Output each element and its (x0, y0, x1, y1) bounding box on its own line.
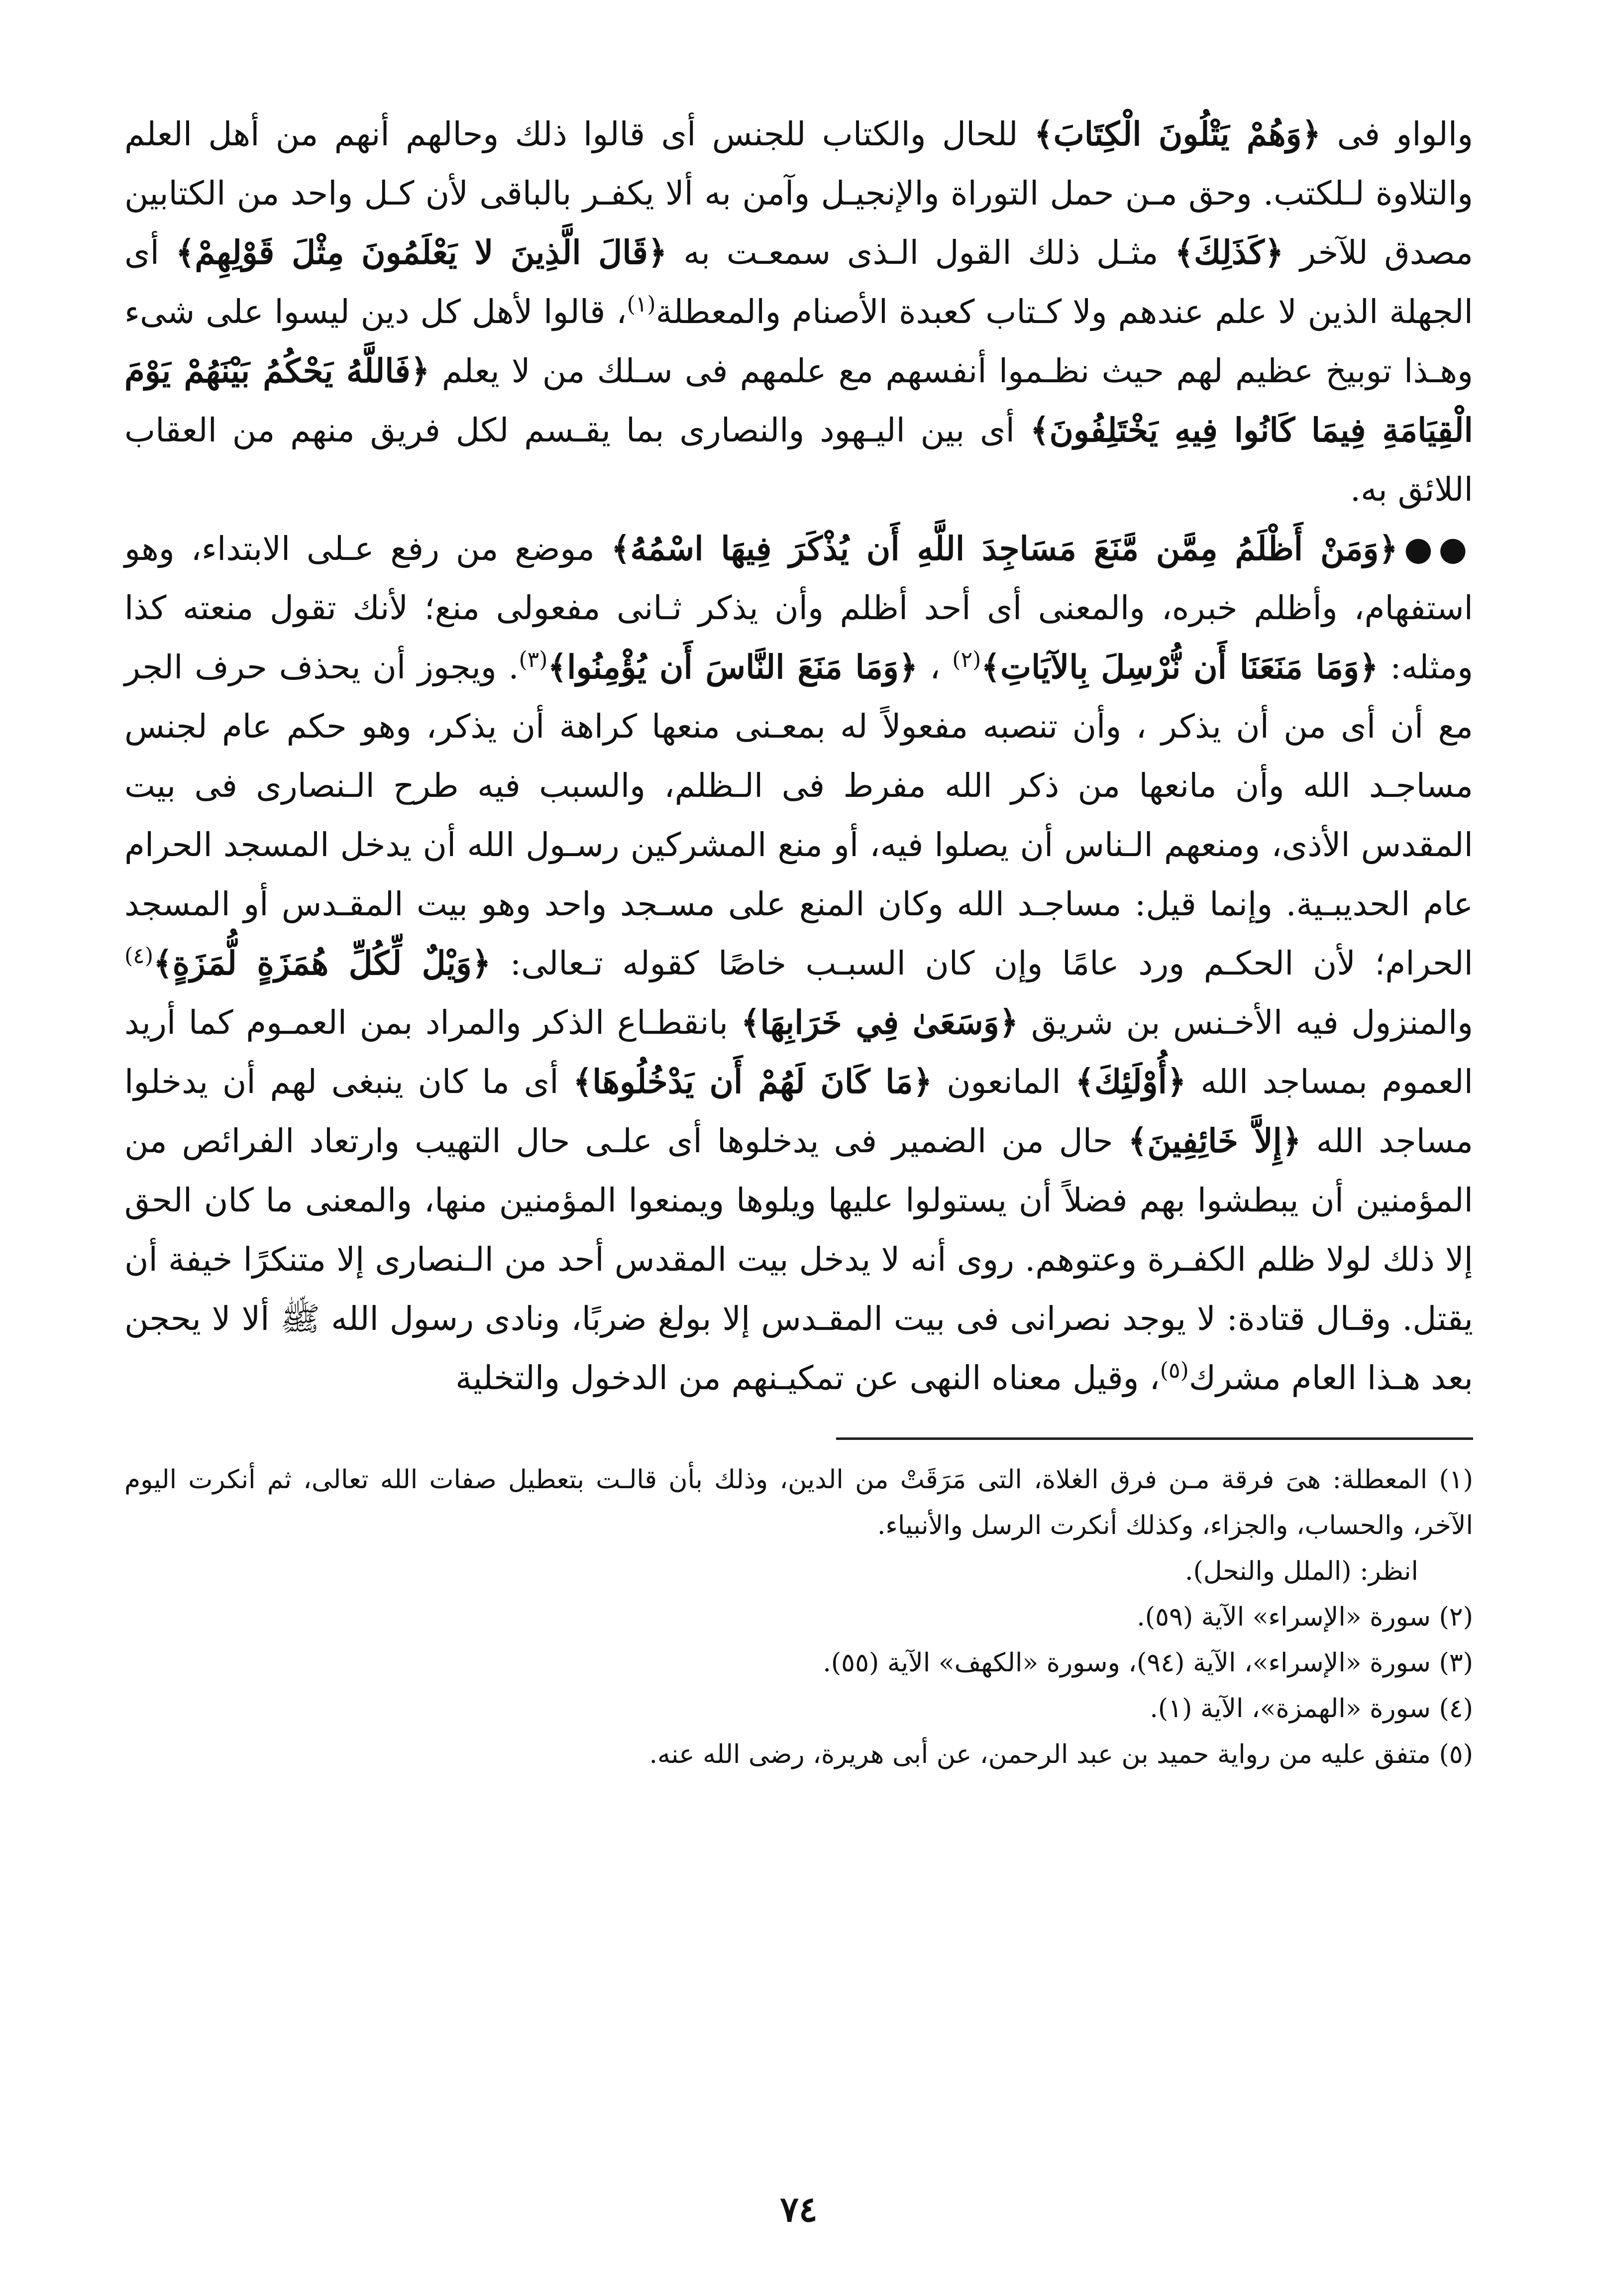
footnote-1-reference: انظر: (الملل والنحل). (1185, 1556, 1418, 1586)
quran-quote: ﴿إِلاَّ خَائِفِينَ﴾ (1128, 1121, 1301, 1160)
text-run: والواو فى (1321, 115, 1473, 153)
footnote-ref: (٤) (124, 943, 153, 969)
footnote-2: (٢) سورة «الإسراء» الآية (٥٩). (1137, 1602, 1473, 1632)
quran-quote: ﴿وَيْلٌ لِّكُلِّ هُمَزَةٍ لُّمَزَةٍ﴾ (153, 944, 491, 983)
paragraph-2 (124, 519, 1473, 1408)
text-run: ، وقيل معناه النهى عن تمكيـنهم من الدخول والتخلية (455, 1359, 1160, 1397)
footnote-4: (٤) سورة «الهمزة»، الآية (١). (1150, 1694, 1473, 1724)
quran-quote: ﴿كَذَلِكَ﴾ (1174, 233, 1284, 272)
footnotes (124, 1457, 1473, 1777)
quran-quote: ﴿وَمَا مَنَعَ النَّاسَ أَن يُؤْمِنُوا﴾ (547, 648, 918, 686)
text-run: للحال والكتاب للجنس أى قالوا ذلك وحالهم أنهم من أهل العلم والتلاوة لـلكتب. وحق مـن حمل التوراة والإنجيـل وآمن به ألا يكفـر بالباقى لأن كـل واحد من الكتابين مصدق للآخر (124, 115, 1473, 272)
quran-quote: ﴿وَهُمْ يَتْلُونَ الْكِتَابَ﴾ (1034, 114, 1321, 153)
quran-quote: ﴿وَسَعَىٰ فِي خَرَابِهَا﴾ (741, 1003, 1019, 1042)
text-run: أى بين اليـهود والنصارى بما يقـسم لكل فريق منهم من العقاب اللائق به. (124, 411, 1473, 509)
quran-quote: ﴿فَاللَّهُ يَحْكُمُ بَيْنَهُمْ يَوْمَ الْقِيَامَةِ فِيمَا كَانُوا فِيهِ يَخْتَلِفُونَ﴾ (124, 351, 1473, 449)
text-run: والمنزول فيه الأخـنس بن شريق (1018, 1003, 1473, 1042)
footnote-3: (٣) سورة «الإسراء»، الآية (٩٤)، وسورة «الكهف» الآية (٥٥). (823, 1648, 1473, 1678)
text-run: أى الجهلة الذين لا علم عندهم ولا كـتاب كعبدة الأصنام والمعطلة (124, 233, 1473, 331)
paragraph-1 (124, 105, 1473, 519)
text-run: أى ما كان ينبغى لهم أن يدخلوا مساجد الله (124, 1063, 1474, 1160)
footnote-ref: (١) (627, 292, 656, 317)
text-run: المانعون (932, 1063, 1075, 1101)
text-run: . ويجوز أن يحذف حرف الجر مع أن أى من أن يذكر ، وأن تنصبه مفعولاً له بمعـنى منعها كراهة أن يذكر، وهو حكم عام لجنس مساجـد الله وأن مانعها من ذكر الله مفرط فى الـظلم، والسبب فيه طرح الـنصارى فى بيت المقدس الأذى، ومنعهم الـناس أن يصلوا فيه، أو منع المشركين رسـول الله أن يدخل المسجد الحرام عام الحديبـية. وإنما قيل: مساجـد الله وكان المنع على مسـجد واحد وهو بيت المقـدس أو المسجد الحرام؛ لأن الحكـم ورد عامًا وإن كان السبـب خاصًا كقوله تـعالى: (124, 648, 1473, 983)
footnote-5: (٥) متفق عليه من رواية حميد بن عبد الرحمن، عن أبى هريرة، رضى الله عنه. (649, 1740, 1473, 1769)
text-run: ، قالوا لأهل كل دين ليسوا على شىء وهـذا توبيخ عظيم لهم حيث نظـموا أنفسهم مع علمهم فى سـلك من لا يعلم (124, 293, 1473, 390)
quran-quote: ﴿أُوْلَئِكَ﴾ (1075, 1062, 1186, 1101)
text-run: ، (918, 648, 953, 686)
quran-quote: ﴿وَمَا مَنَعَنَا أَن نُّرْسِلَ بِالآيَاتِ﴾ (981, 648, 1379, 686)
quran-quote: ﴿قَالَ الَّذِينَ لا يَعْلَمُونَ مِثْلَ قَوْلِهِمْ﴾ (175, 233, 667, 272)
paragraph-2-body (124, 530, 1473, 1397)
main-text (124, 105, 1473, 1408)
book-page (124, 105, 1473, 2230)
quran-quote: ﴿مَا كَانَ لَهُمْ أَن يَدْخُلُوهَا﴾ (573, 1062, 933, 1101)
text-run: بانقطـاع الذكر والمراد بمن العمـوم كما أريد العموم بمساجد الله (124, 1003, 1473, 1101)
footnote-1: (١) المعطلة: هىَ فرقة مـن فرق الغلاة، التى مَرَقَتْ من الدين، وذلك بأن قالـت بتعطيل صفات الله تعالى، ثم أنكرت اليوم الآخر، والحساب، والجزاء، وكذلك أنكرت الرسل والأنبياء. (124, 1465, 1473, 1540)
text-run: حال من الضمير فى يدخلوها أى علـى حال التهيب وارتعاد الفرائص من المؤمنين أن يبطشوا بهم فضلاً أن يستولوا عليها ويلوها ويمنعوا المؤمنين منها، والمعنى ما كان الحق إلا ذلك لولا ظلم الكفـرة وعتوهم. روى أنه لا يدخل بيت المقدس أحد من الـنصارى إلا متنكرًا خيفة أن يقتل. وقـال قتادة: لا يوجد نصرانى فى بيت المقـدس إلا بولغ ضربًا، ونادى رسول الله ﷺ ألا لا يحجن بعد هـذا العام مشرك (124, 1122, 1473, 1397)
page-number: ٧٤ (780, 2188, 818, 2230)
footnote-ref: (٢) (952, 647, 981, 672)
quran-quote: ﴿وَمَنْ أَظْلَمُ مِمَّن مَّنَعَ مَسَاجِدَ اللَّهِ أَن يُذْكَرَ فِيهَا اسْمُهُ﴾ (611, 529, 1398, 568)
text-run: موضع من رفع عـلى الابتداء، وهو استفهام، وأظلم خبره، والمعنى أى أحد أظلم وأن يذكر ثـانى مفعولى منع؛ لأنك تقول منعته كذا ومثله: (124, 530, 1474, 686)
footnote-ref: (٥) (1160, 1358, 1189, 1383)
footnote-separator (836, 1437, 1473, 1440)
text-run: مثـل ذلك القول الـذى سمعـت به (667, 233, 1175, 272)
footnote-ref: (٣) (519, 647, 548, 672)
bullet-marker: ●● (1404, 529, 1473, 568)
